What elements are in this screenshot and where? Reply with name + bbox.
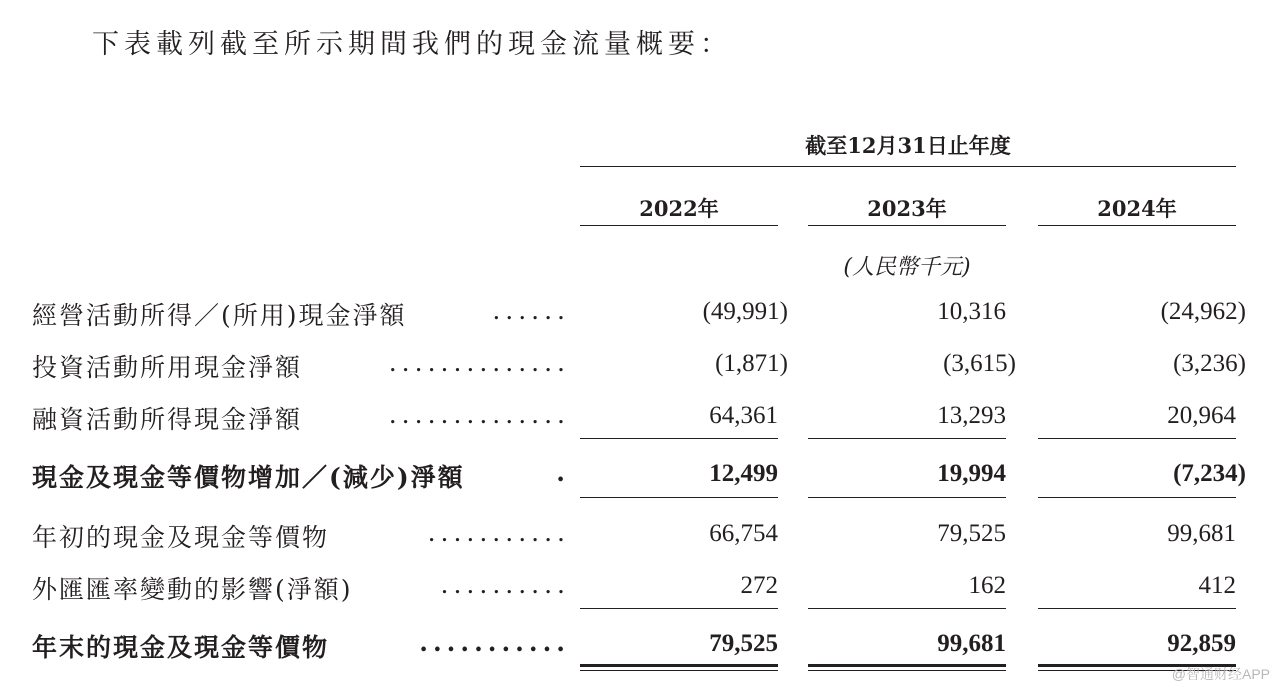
cell-closing-balance-2024: 92,859: [1167, 630, 1236, 657]
cell-net-change-2024: (7,234): [1173, 460, 1246, 487]
row-label-investing: [32, 348, 570, 384]
cell-investing-2022: (1,871): [715, 350, 788, 377]
row-label-text: 年末的現金及現金等價物: [32, 633, 333, 662]
year-header-2022: 2022年: [639, 196, 719, 221]
cell-opening-balance-2022: 66,754: [709, 520, 778, 547]
row-label-net-change: [32, 458, 570, 494]
leader-dots: .: [556, 458, 570, 487]
subtotal-rule-2024: [1038, 438, 1236, 439]
period-header-rule: [580, 166, 1236, 167]
cell-closing-balance-2022: 79,525: [709, 630, 778, 657]
row-label-text: 年初的現金及現金等價物: [32, 523, 333, 552]
cell-financing-2022: 64,361: [709, 402, 778, 429]
cell-investing-2024: (3,236): [1173, 350, 1246, 377]
watermark: @智通财经APP: [1171, 666, 1270, 682]
cell-fx-effect-2022: 272: [740, 572, 778, 599]
row-label-text: 融資活動所得現金淨額: [32, 405, 306, 434]
row-label-text: 投資活動所用現金淨額: [32, 353, 306, 382]
row-label-text: 外匯匯率變動的影響(淨額): [32, 575, 357, 604]
cell-net-change-2023: 19,994: [937, 460, 1006, 487]
row-label-text: 現金及現金等價物增加／(減少)淨額: [32, 463, 469, 492]
net-change-rule-2023: [808, 497, 1006, 498]
row-label-opening-balance: [32, 518, 570, 554]
cell-opening-balance-2023: 79,525: [937, 520, 1006, 547]
cell-net-change-2022: 12,499: [709, 460, 778, 487]
double-rule-2022: [580, 664, 778, 671]
total-rule-2022: [580, 608, 778, 609]
period-header: 截至12月31日止年度: [805, 133, 1011, 158]
subtotal-rule-2022: [580, 438, 778, 439]
leader-dots: ...........: [427, 518, 570, 547]
year-header-2024: 2024年: [1097, 196, 1177, 221]
year-rule-2023: [808, 225, 1006, 226]
row-label-text: 經營活動所得／(所用)現金淨額: [32, 301, 411, 330]
cell-financing-2024: 20,964: [1167, 402, 1236, 429]
leader-dots: ..........: [440, 570, 570, 599]
cell-operating-2023: 10,316: [937, 298, 1006, 325]
cell-fx-effect-2023: 162: [968, 572, 1006, 599]
leader-dots: ..............: [388, 400, 570, 429]
cell-operating-2024: (24,962): [1160, 298, 1246, 325]
intro-text: 下表載列截至所示期間我們的現金流量概要：: [92, 29, 732, 60]
cell-investing-2023: (3,615): [943, 350, 1016, 377]
year-rule-2024: [1038, 225, 1236, 226]
currency-unit: (人民幣千元): [843, 255, 971, 280]
cell-financing-2023: 13,293: [937, 402, 1006, 429]
row-label-fx-effect: [32, 570, 570, 606]
cell-fx-effect-2024: 412: [1198, 572, 1236, 599]
subtotal-rule-2023: [808, 438, 1006, 439]
row-label-closing-balance: [32, 628, 570, 664]
leader-dots: ......: [492, 296, 570, 325]
leader-dots: ...........: [419, 628, 570, 657]
cell-opening-balance-2024: 99,681: [1167, 520, 1236, 547]
cell-operating-2022: (49,991): [702, 298, 788, 325]
cell-closing-balance-2023: 99,681: [937, 630, 1006, 657]
row-label-financing: [32, 400, 570, 436]
leader-dots: ..............: [388, 348, 570, 377]
total-rule-2024: [1038, 608, 1236, 609]
double-rule-2023: [808, 664, 1006, 671]
net-change-rule-2022: [580, 497, 778, 498]
year-header-2023: 2023年: [867, 196, 947, 221]
net-change-rule-2024: [1038, 497, 1236, 498]
year-rule-2022: [580, 225, 778, 226]
row-label-operating: [32, 296, 570, 332]
total-rule-2023: [808, 608, 1006, 609]
